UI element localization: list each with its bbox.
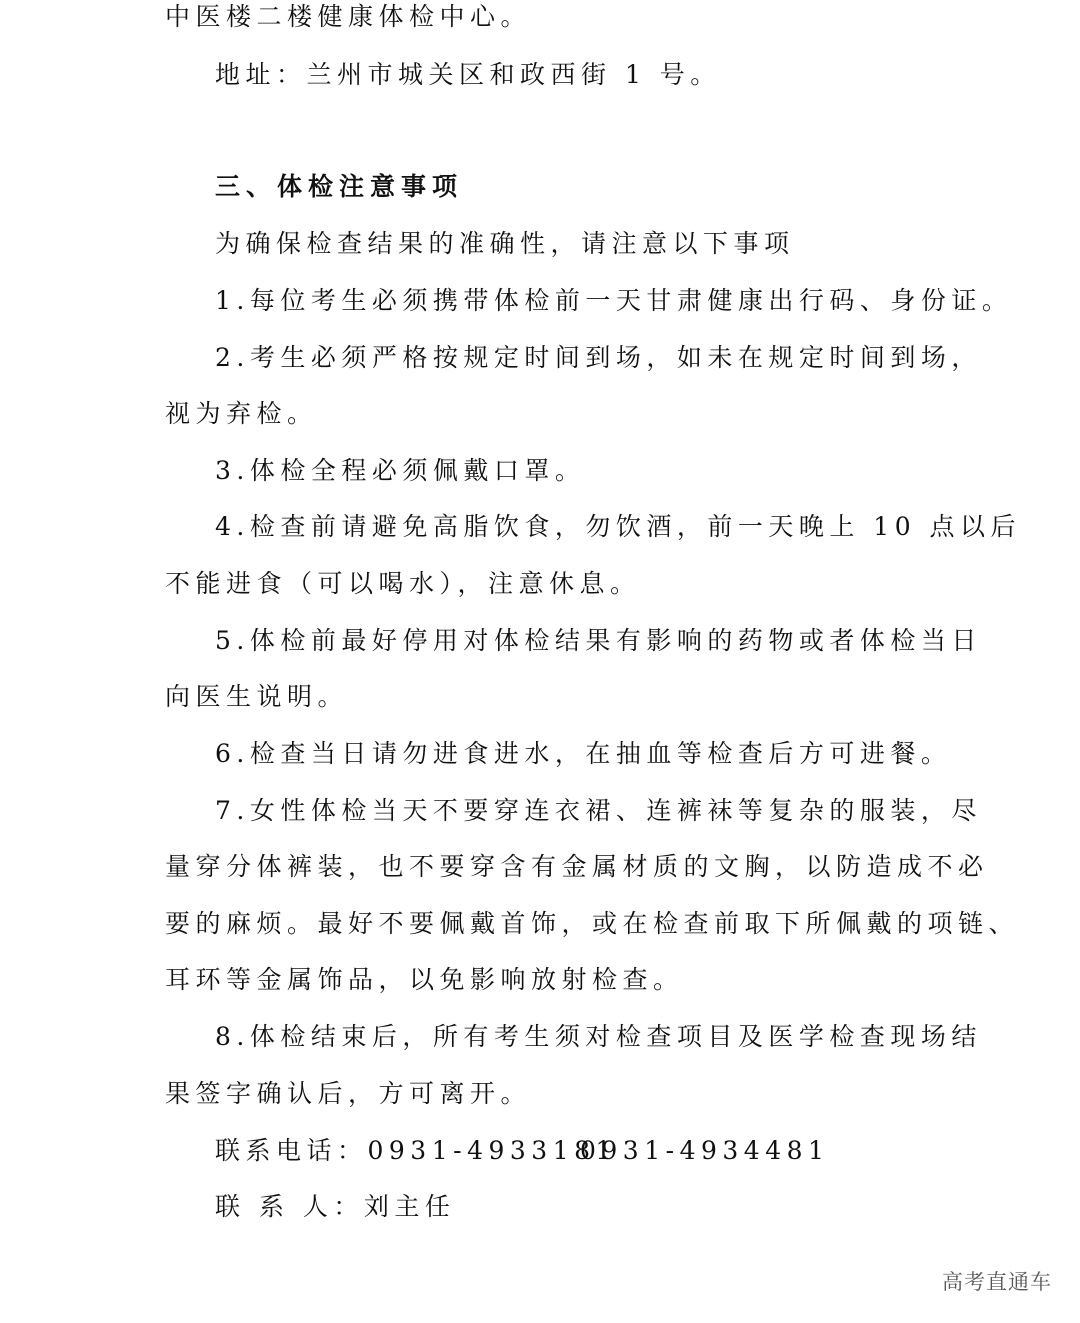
text-line-item-6: 6.检查当日请勿进食进水，在抽血等检查后方可进餐。: [215, 739, 952, 768]
watermark-text: 高考直通车: [942, 1270, 1052, 1294]
text-line-item-7-cont-1: 量穿分体裤装，也不要穿含有金属材质的文胸，以防造成不必: [165, 852, 989, 881]
contact-phone-label: 联系电话：0931-4933181: [215, 1136, 617, 1165]
text-line-item-2: 2.考生必须严格按规定时间到场，如未在规定时间到场，: [215, 343, 982, 372]
text-line-item-2-cont: 视为弃检。: [165, 399, 318, 428]
text-line-intro: 为确保检查结果的准确性，请注意以下事项: [215, 229, 795, 258]
contact-phone-line: [215, 1134, 617, 1168]
text-line-item-4: 4.检查前请避免高脂饮食，勿饮酒，前一天晚上 10 点以后: [215, 512, 1022, 541]
text-line-item-4-cont: 不能进食（可以喝水），注意休息。: [165, 569, 641, 598]
text-line-item-3: 3.体检全程必须佩戴口罩。: [215, 456, 586, 485]
text-line-item-7-cont-3: 耳环等金属饰品，以免影响放射检查。: [165, 965, 684, 994]
text-line-address: 地址：兰州市城关区和政西街 1 号。: [215, 60, 721, 89]
contact-phone-2: 0931-4934481: [580, 1136, 830, 1165]
text-line-location: 中医楼二楼健康体检中心。: [165, 2, 532, 31]
section-heading: 三、体检注意事项: [215, 172, 464, 201]
text-line-item-8-cont: 果签字确认后，方可离开。: [165, 1079, 532, 1108]
text-line-item-5-cont: 向医生说明。: [165, 682, 349, 711]
contact-person: 联 系 人：刘主任: [215, 1192, 456, 1221]
text-line-item-7: 7.女性体检当天不要穿连衣裙、连裤袜等复杂的服装，尽: [215, 796, 982, 825]
text-line-item-7-cont-2: 要的麻烦。最好不要佩戴首饰，或在检查前取下所佩戴的项链、: [165, 909, 1020, 938]
text-line-item-5: 5.体检前最好停用对体检结果有影响的药物或者体检当日: [215, 626, 982, 655]
text-line-item-1: 1.每位考生必须携带体检前一天甘肃健康出行码、身份证。: [215, 286, 1013, 315]
text-line-item-8: 8.体检结束后，所有考生须对检查项目及医学检查现场结: [215, 1022, 982, 1051]
